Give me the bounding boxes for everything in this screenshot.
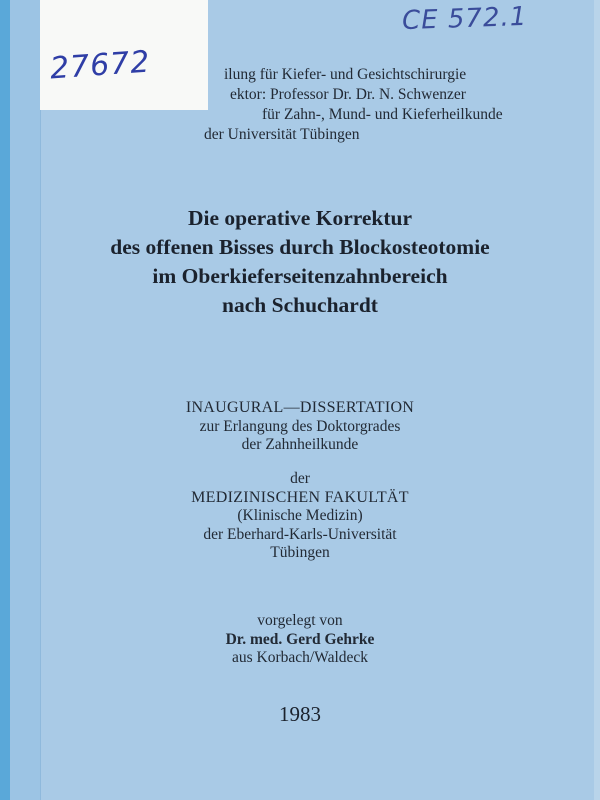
title-line: nach Schuchardt — [222, 293, 378, 317]
author-name: Dr. med. Gerd Gehrke — [225, 630, 375, 648]
faculty-name: MEDIZINISCHEN FAKULTÄT — [191, 488, 409, 506]
dissertation-heading: INAUGURAL—DISSERTATION — [185, 399, 415, 416]
handwritten-shelf-code: CE 572.1 — [401, 1, 528, 37]
publication-year: 1983 — [279, 702, 321, 726]
dissertation-line: der Zahnheilkunde — [241, 436, 359, 453]
header-line-department: ilung für Kiefer- und Gesichtschirurgie — [224, 66, 467, 83]
faculty-university: der Eberhard-Karls-Universität — [203, 525, 397, 543]
dissertation-line: zur Erlangung des Doktorgrades — [199, 417, 401, 435]
presented-by: vorgelegt von — [257, 612, 343, 629]
title-line: des offenen Bisses durch Blockosteotomie — [110, 235, 490, 259]
title-line: Die operative Korrektur — [187, 206, 413, 230]
faculty-der: der — [290, 470, 310, 487]
author-block — [0, 612, 600, 668]
author-origin: aus Korbach/Waldeck — [231, 649, 369, 666]
faculty-city: Tübingen — [270, 544, 330, 561]
title-line: im Oberkieferseitenzahnbereich — [152, 264, 448, 288]
handwritten-accession-number: 27672 — [48, 44, 152, 87]
document-title — [0, 204, 600, 320]
faculty-block — [0, 470, 600, 563]
header-line-clinic: für Zahn-, Mund- und Kieferheilkunde — [262, 106, 503, 123]
faculty-sub: (Klinische Medizin) — [237, 507, 363, 524]
header-line-university: der Universität Tübingen — [204, 126, 360, 143]
header-line-director: ektor: Professor Dr. Dr. N. Schwenzer — [230, 86, 466, 103]
dissertation-block — [0, 399, 600, 455]
